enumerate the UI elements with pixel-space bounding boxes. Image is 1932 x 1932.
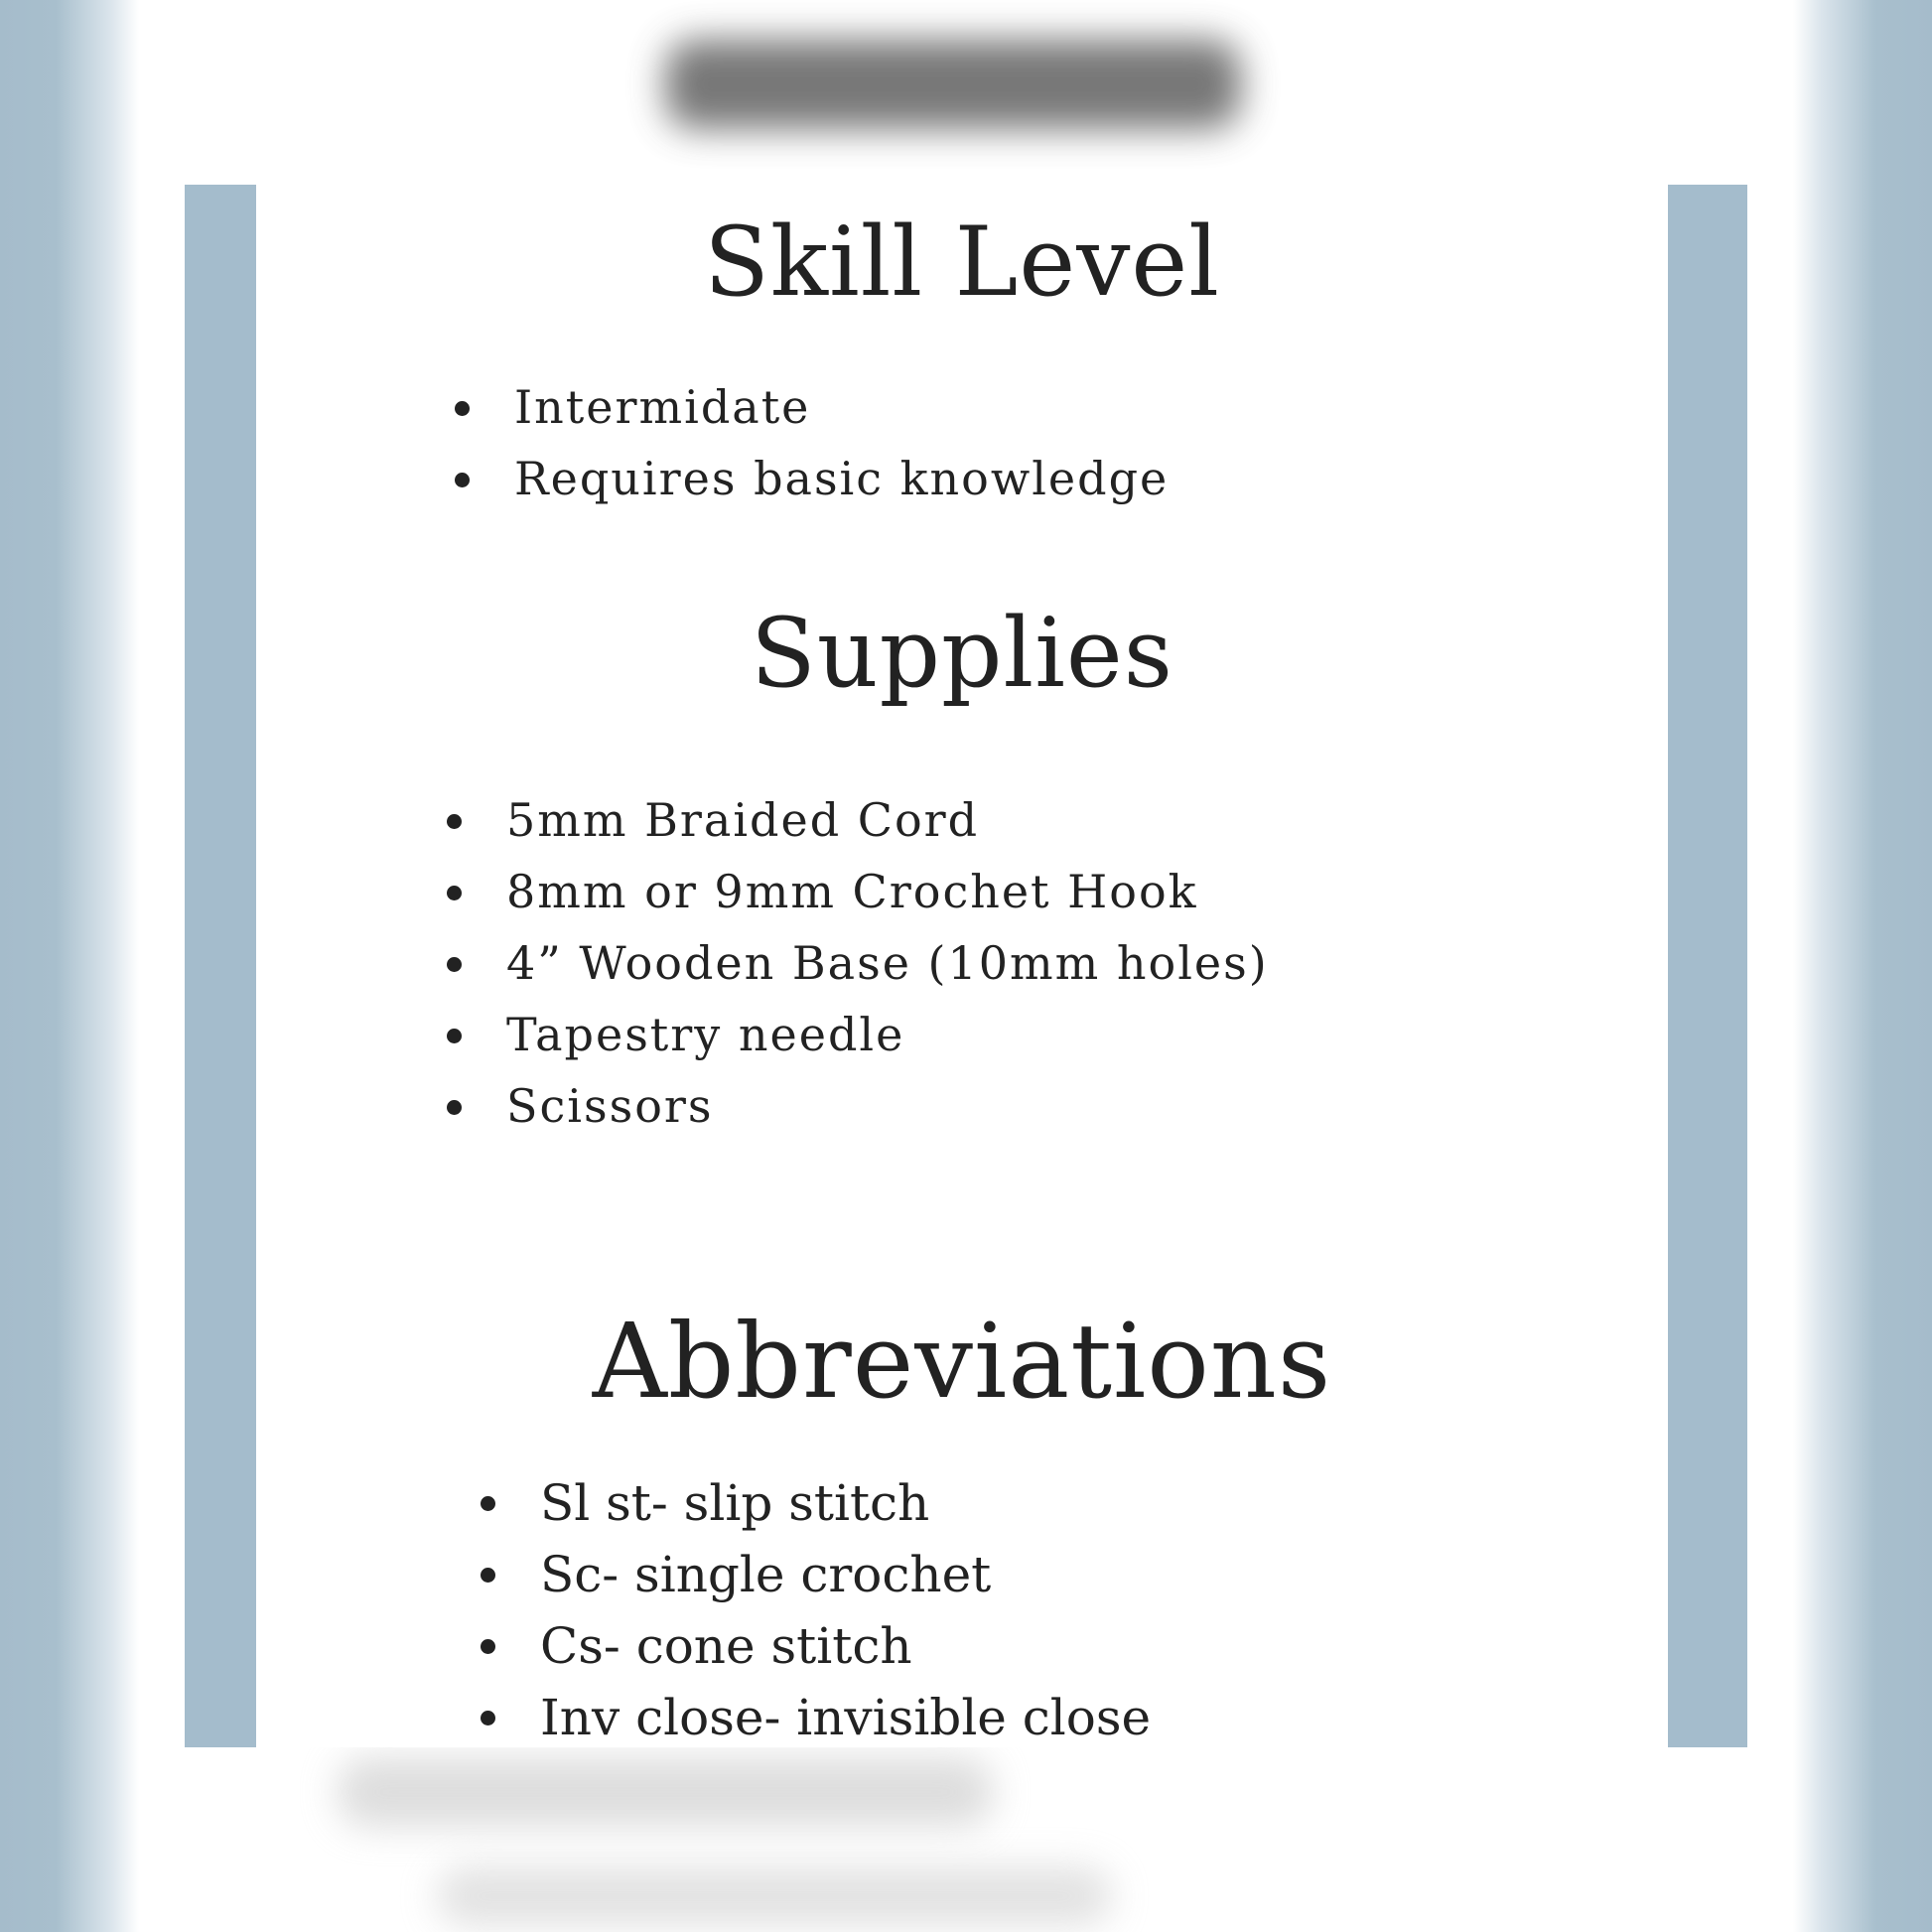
supplies-list [506,784,1269,1142]
abbreviations-list [540,1467,1151,1753]
list-item: Sl st- slip stitch [540,1467,1151,1539]
list-item: Sc- single crochet [540,1539,1151,1610]
right-blurred-border [1793,0,1932,1932]
list-item: Requires basic knowledge [514,443,1169,514]
blurred-page-header [665,40,1241,129]
list-item: Tapestry needle [506,999,1269,1070]
blurred-page-footer-line [437,1866,1112,1926]
list-item: Scissors [506,1070,1269,1142]
supplies-heading: Supplies [751,598,1173,709]
skill-level-heading: Skill Level [704,207,1220,318]
left-blurred-border [0,0,139,1932]
skill-level-list [514,371,1169,514]
list-item: Inv close- invisible close [540,1682,1151,1753]
card-left-stripe [185,185,256,1747]
list-item: 4” Wooden Base (10mm holes) [506,927,1269,999]
abbreviations-heading: Abbreviations [592,1301,1332,1422]
list-item: 8mm or 9mm Crochet Hook [506,856,1269,927]
list-item: 5mm Braided Cord [506,784,1269,856]
list-item: Cs- cone stitch [540,1610,1151,1682]
blurred-page-footer-line [338,1757,993,1827]
card-right-stripe [1668,185,1747,1747]
pattern-info-card [185,185,1747,1747]
list-item: Intermidate [514,371,1169,443]
